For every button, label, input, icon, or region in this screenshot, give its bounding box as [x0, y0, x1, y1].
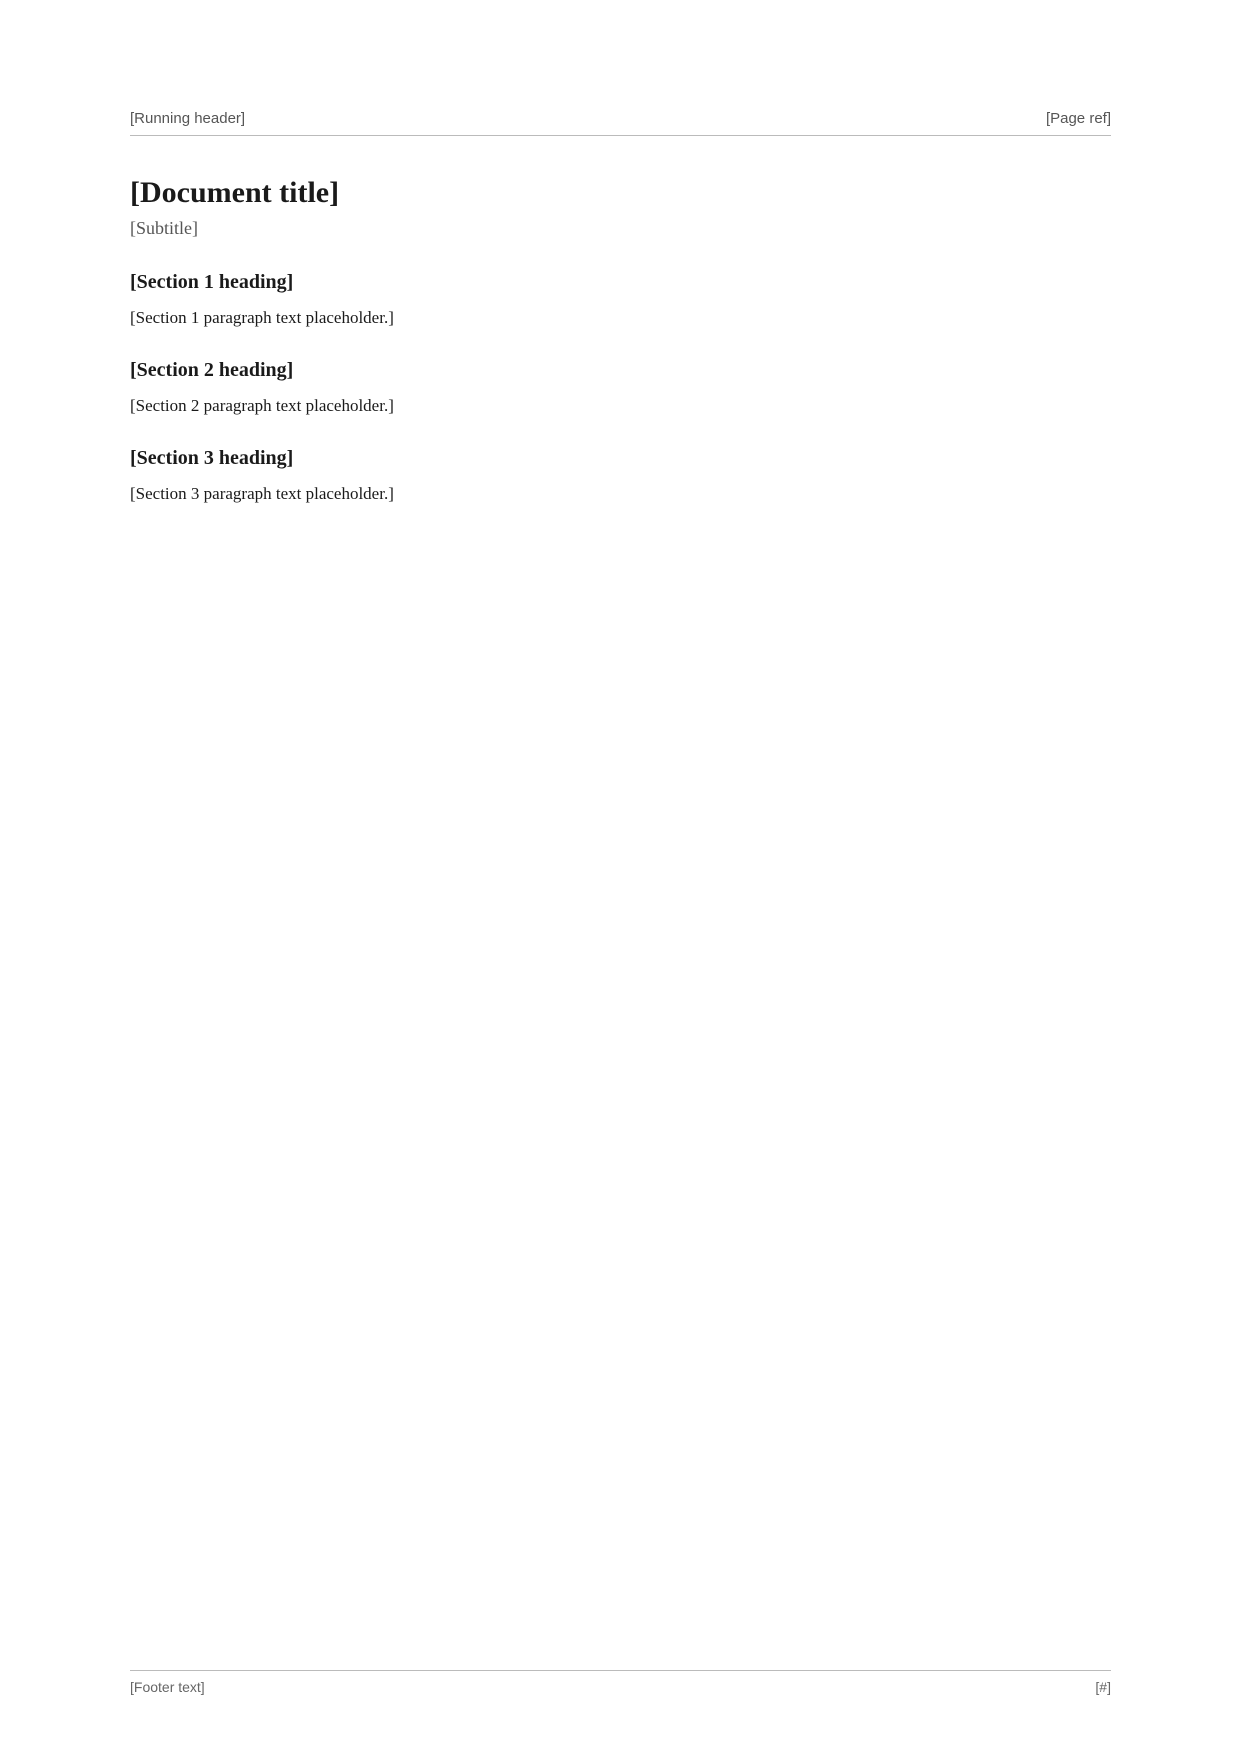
section-heading: [Section 3 heading] [130, 447, 294, 470]
section [130, 271, 1111, 331]
section-body: [Section 3 paragraph text placeholder.] [130, 484, 394, 504]
footer-text: [Footer text] [130, 1679, 205, 1695]
section [130, 447, 1111, 507]
page-footer [130, 1670, 1111, 1695]
section-body: [Section 2 paragraph text placeholder.] [130, 396, 394, 416]
section-body: [Section 1 paragraph text placeholder.] [130, 308, 394, 327]
header-right: [Page ref] [1045, 110, 1111, 127]
document-title: [Document title] [130, 176, 340, 209]
header-left: [Running header] [130, 110, 246, 127]
running-header [130, 110, 1111, 136]
section [130, 359, 1111, 419]
section-heading: [Section 1 heading] [130, 271, 294, 293]
section-heading: [Section 2 heading] [130, 359, 294, 382]
page-number: [#] [1095, 1679, 1111, 1695]
document-subtitle: [Subtitle] [130, 218, 198, 238]
